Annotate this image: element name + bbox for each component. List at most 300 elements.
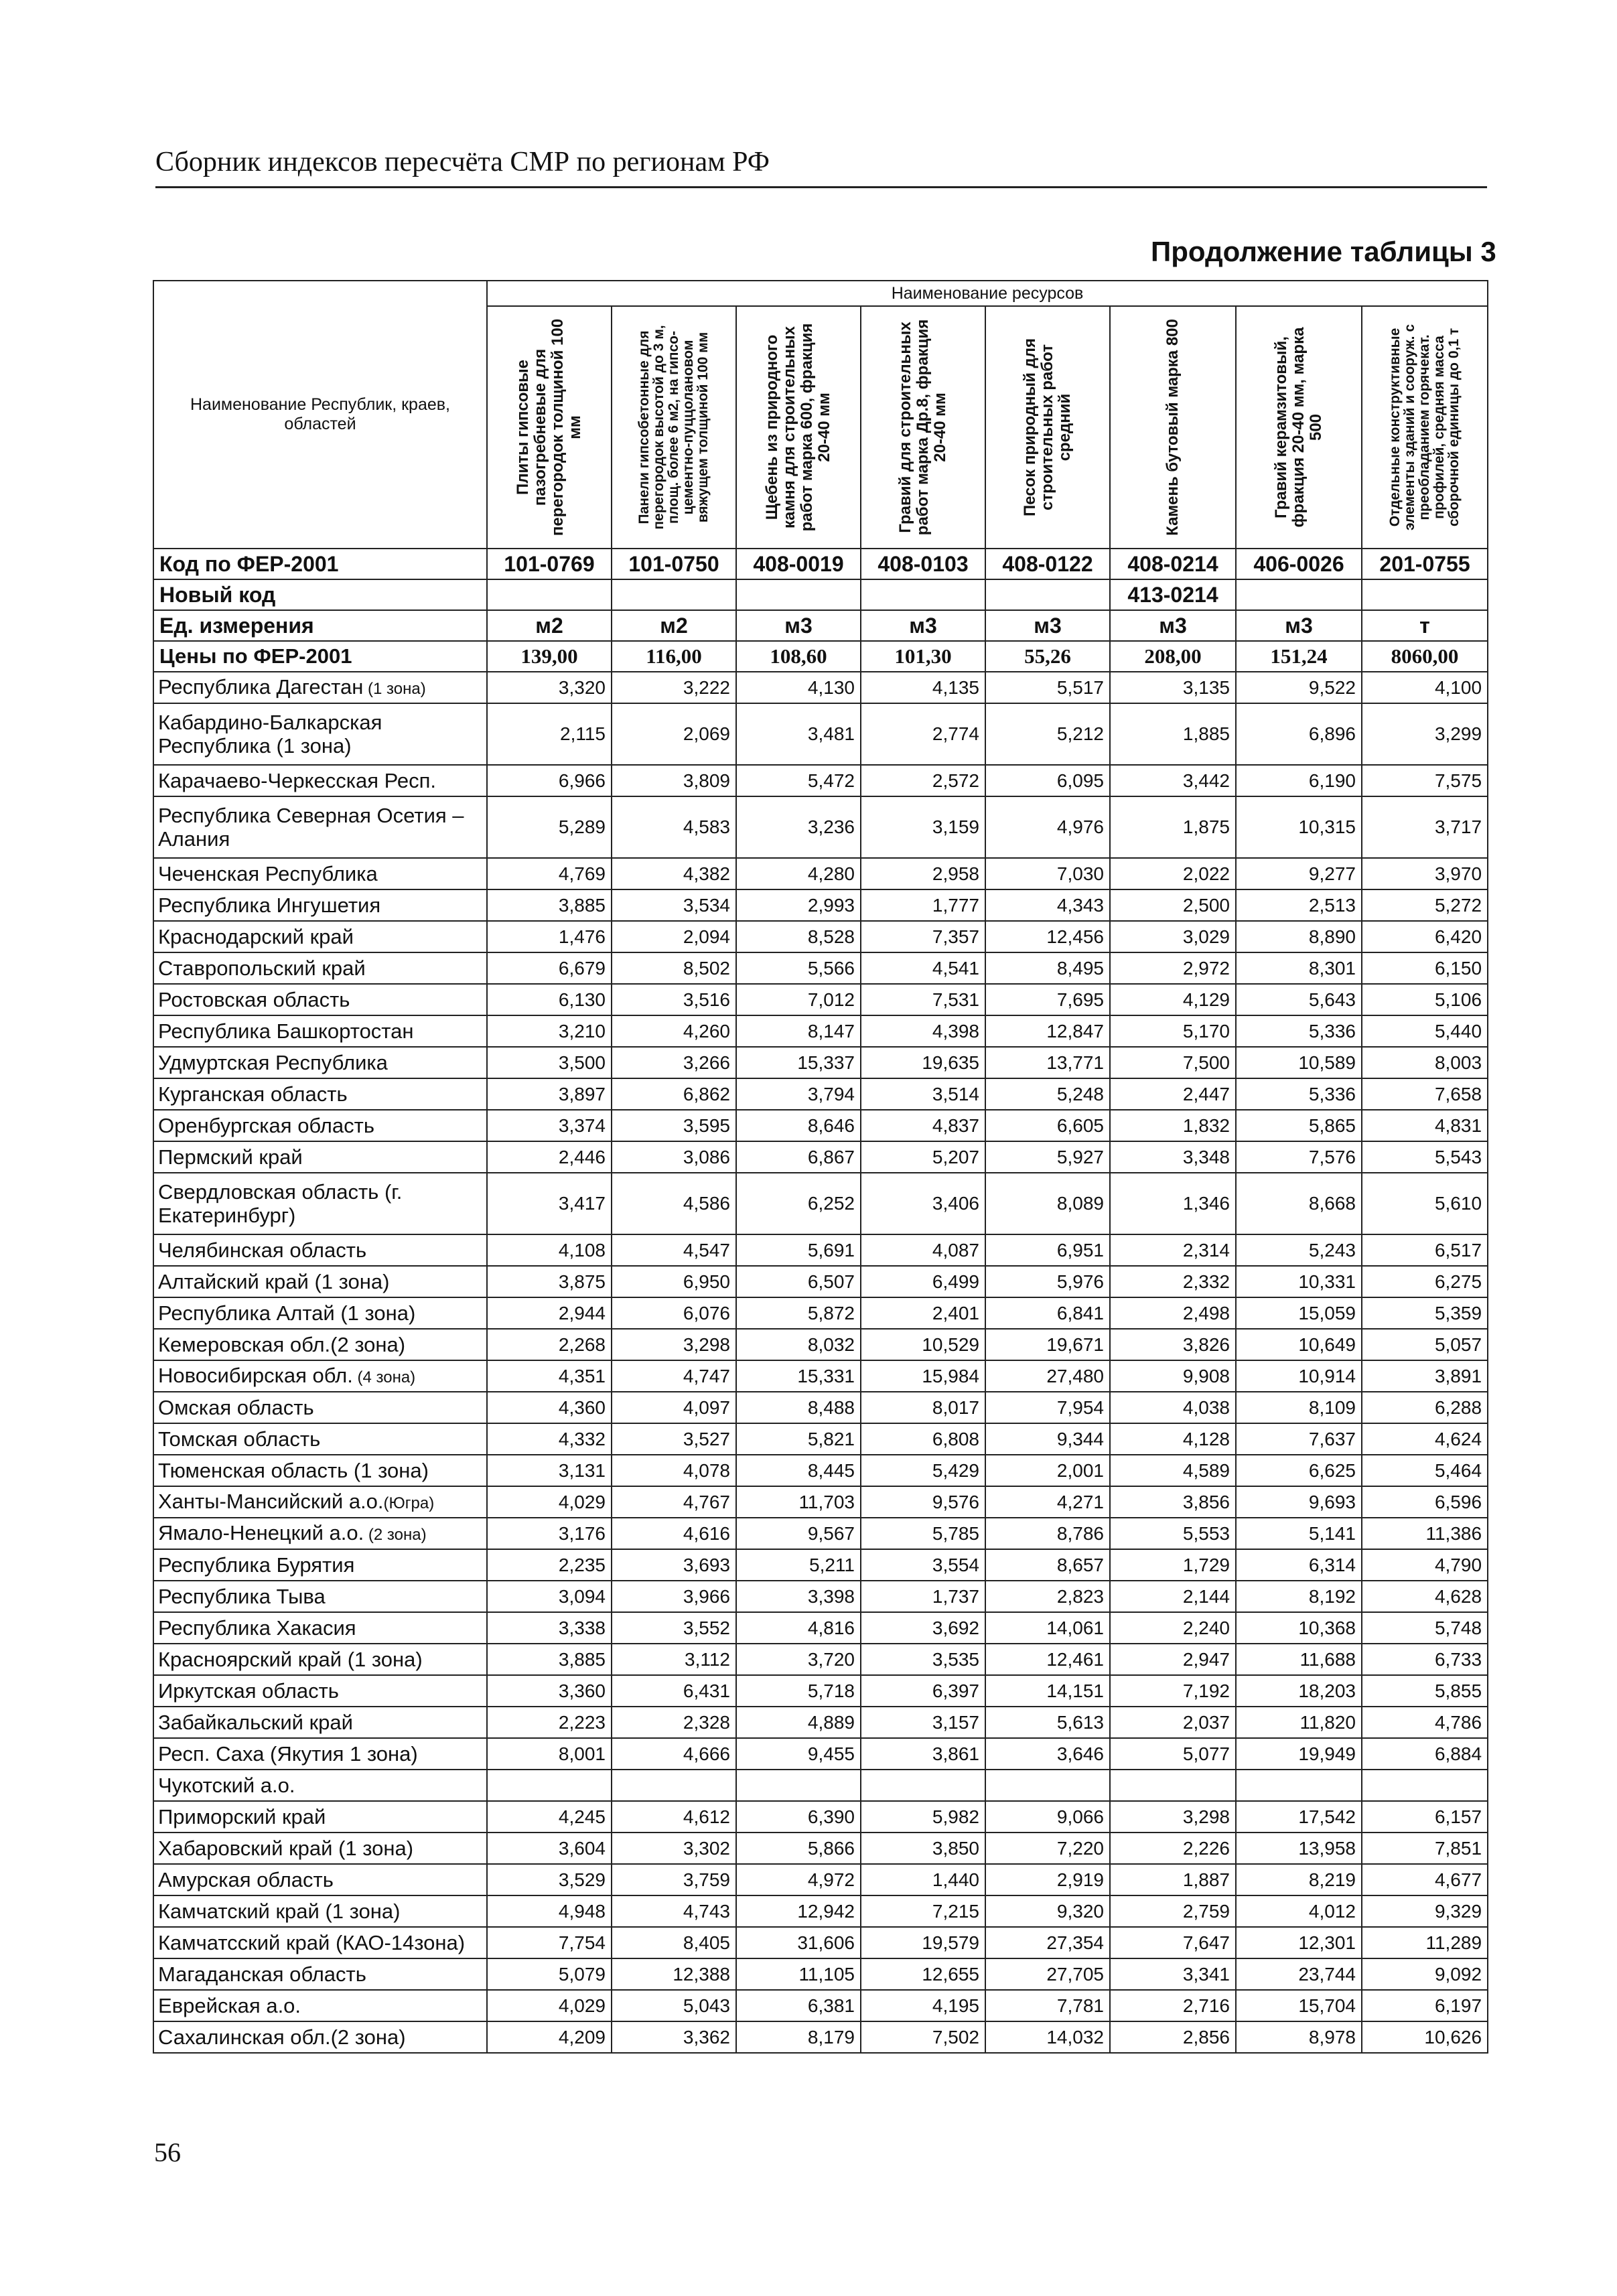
region-name: Пермский край (158, 1145, 303, 1169)
table-row (153, 672, 1488, 703)
region-name-cell (153, 1770, 487, 1801)
table-row (153, 1078, 1488, 1110)
value-cell: 19,671 (985, 1329, 1110, 1360)
value-cell: 3,850 (861, 1833, 985, 1864)
value-cell: 8,890 (1236, 921, 1362, 952)
value-cell: 5,566 (736, 952, 861, 984)
value-cell: 3,131 (487, 1455, 612, 1486)
value-cell: 6,150 (1362, 952, 1488, 984)
unit-row (153, 610, 1488, 641)
value-cell: 11,289 (1362, 1927, 1488, 1958)
region-name-suffix: (1 зона) (363, 679, 426, 698)
value-cell: 7,357 (861, 921, 985, 952)
value-cell: 1,887 (1110, 1864, 1236, 1895)
value-cell: 5,872 (736, 1297, 861, 1329)
region-name-cell (153, 765, 487, 796)
value-cell: 5,207 (861, 1141, 985, 1173)
value-cell: 8,147 (736, 1015, 861, 1047)
value-cell: 15,331 (736, 1360, 861, 1392)
unit-cell: м3 (736, 610, 861, 641)
value-cell: 2,332 (1110, 1266, 1236, 1297)
value-cell: 6,130 (487, 984, 612, 1015)
value-cell: 9,567 (736, 1518, 861, 1549)
region-name-cell (153, 1990, 487, 2021)
value-cell: 1,777 (861, 889, 985, 921)
value-cell: 7,695 (985, 984, 1110, 1015)
value-cell: 5,272 (1362, 889, 1488, 921)
value-cell: 2,226 (1110, 1833, 1236, 1864)
value-cell: 13,958 (1236, 1833, 1362, 1864)
value-cell: 4,628 (1362, 1581, 1488, 1612)
value-cell: 8,017 (861, 1392, 985, 1423)
code-cell: 408-0019 (736, 549, 861, 579)
value-cell: 10,331 (1236, 1266, 1362, 1297)
value-cell: 1,729 (1110, 1549, 1236, 1581)
value-cell: 15,984 (861, 1360, 985, 1392)
value-cell: 6,507 (736, 1266, 861, 1297)
value-cell: 1,737 (861, 1581, 985, 1612)
table-row (153, 1770, 1488, 1801)
value-cell: 2,513 (1236, 889, 1362, 921)
value-cell: 5,359 (1362, 1297, 1488, 1329)
table-row (153, 921, 1488, 952)
value-cell: 7,575 (1362, 765, 1488, 796)
value-cell: 15,337 (736, 1047, 861, 1078)
region-name: Сахалинская обл.(2 зона) (158, 2025, 406, 2049)
value-cell: 4,816 (736, 1612, 861, 1644)
table-row (153, 796, 1488, 858)
value-cell: 1,885 (1110, 703, 1236, 765)
value-cell: 7,576 (1236, 1141, 1362, 1173)
code-cell: 201-0755 (1362, 549, 1488, 579)
value-cell: 2,972 (1110, 952, 1236, 984)
value-cell: 12,388 (612, 1958, 736, 1990)
value-cell (985, 1770, 1110, 1801)
value-cell: 4,360 (487, 1392, 612, 1423)
value-cell: 4,541 (861, 952, 985, 984)
value-cell: 3,809 (612, 765, 736, 796)
value-cell: 23,744 (1236, 1958, 1362, 1990)
region-name: Амурская область (158, 1868, 334, 1891)
value-cell: 3,891 (1362, 1360, 1488, 1392)
value-cell: 3,717 (1362, 796, 1488, 858)
region-name-cell (153, 1581, 487, 1612)
table-continuation-title: Продолжение таблицы 3 (1151, 236, 1496, 267)
value-cell: 3,481 (736, 703, 861, 765)
value-cell: 2,001 (985, 1455, 1110, 1486)
region-name: Алтайский край (1 зона) (158, 1270, 390, 1293)
value-cell: 3,320 (487, 672, 612, 703)
value-cell: 1,875 (1110, 796, 1236, 858)
value-cell: 3,595 (612, 1110, 736, 1141)
new-code-label: Новый код (153, 579, 487, 610)
value-cell: 5,289 (487, 796, 612, 858)
value-cell: 2,328 (612, 1707, 736, 1738)
value-cell: 5,613 (985, 1707, 1110, 1738)
region-name: Ямало-Ненецкий а.о. (158, 1520, 364, 1545)
value-cell: 4,616 (612, 1518, 736, 1549)
value-cell: 7,531 (861, 984, 985, 1015)
value-cell: 5,079 (487, 1958, 612, 1990)
region-name-suffix: (2 зона) (364, 1525, 427, 1544)
table-row (153, 1141, 1488, 1173)
value-cell: 6,884 (1362, 1738, 1488, 1770)
new-code-cell (736, 579, 861, 610)
value-cell: 9,066 (985, 1801, 1110, 1833)
region-name: Ханты-Мансийский а.о. (158, 1489, 384, 1513)
value-cell: 4,831 (1362, 1110, 1488, 1141)
value-cell: 4,087 (861, 1234, 985, 1266)
region-name-cell (153, 1015, 487, 1047)
value-cell: 4,209 (487, 2021, 612, 2053)
region-name-cell (153, 889, 487, 921)
value-cell: 2,572 (861, 765, 985, 796)
value-cell: 5,336 (1236, 1078, 1362, 1110)
unit-cell: м3 (861, 610, 985, 641)
value-cell: 12,655 (861, 1958, 985, 1990)
code-row (153, 549, 1488, 579)
region-name: Хабаровский край (1 зона) (158, 1837, 414, 1860)
region-name: Челябинская область (158, 1238, 367, 1262)
unit-cell: т (1362, 610, 1488, 641)
value-cell: 2,498 (1110, 1297, 1236, 1329)
value-cell: 17,542 (1236, 1801, 1362, 1833)
value-cell: 6,517 (1362, 1234, 1488, 1266)
unit-cell: м2 (487, 610, 612, 641)
value-cell: 3,338 (487, 1612, 612, 1644)
value-cell: 14,061 (985, 1612, 1110, 1644)
region-name-cell (153, 796, 487, 858)
value-cell: 9,455 (736, 1738, 861, 1770)
region-name-cell (153, 1675, 487, 1707)
value-cell: 15,059 (1236, 1297, 1362, 1329)
region-name-cell (153, 1958, 487, 1990)
region-name-cell (153, 1423, 487, 1455)
table-row (153, 1958, 1488, 1990)
page-number: 56 (154, 2137, 181, 2167)
value-cell: 6,862 (612, 1078, 736, 1110)
price-cell: 108,60 (736, 641, 861, 672)
region-name-cell (153, 1141, 487, 1173)
value-cell: 19,949 (1236, 1738, 1362, 1770)
value-cell: 6,951 (985, 1234, 1110, 1266)
value-cell: 8,032 (736, 1329, 861, 1360)
value-cell: 3,516 (612, 984, 736, 1015)
value-cell: 6,252 (736, 1173, 861, 1234)
value-cell: 3,157 (861, 1707, 985, 1738)
value-cell: 2,115 (487, 703, 612, 765)
value-cell: 4,747 (612, 1360, 736, 1392)
value-cell: 3,759 (612, 1864, 736, 1895)
price-cell: 8060,00 (1362, 641, 1488, 672)
table-row (153, 765, 1488, 796)
value-cell: 3,970 (1362, 858, 1488, 889)
value-cell: 27,480 (985, 1360, 1110, 1392)
value-cell: 4,351 (487, 1360, 612, 1392)
region-name: Краснодарский край (158, 925, 354, 948)
region-name: Омская область (158, 1396, 314, 1419)
value-cell: 5,141 (1236, 1518, 1362, 1549)
value-cell: 4,589 (1110, 1455, 1236, 1486)
value-cell: 4,135 (861, 672, 985, 703)
value-cell (861, 1770, 985, 1801)
value-cell: 5,866 (736, 1833, 861, 1864)
value-cell: 4,837 (861, 1110, 985, 1141)
value-cell: 4,280 (736, 858, 861, 889)
value-cell: 8,219 (1236, 1864, 1362, 1895)
value-cell: 12,456 (985, 921, 1110, 952)
value-cell: 6,596 (1362, 1486, 1488, 1518)
value-cell: 15,704 (1236, 1990, 1362, 2021)
region-name-cell (153, 1833, 487, 1864)
code-cell: 408-0122 (985, 549, 1110, 579)
value-cell: 3,534 (612, 889, 736, 921)
region-name-suffix: (Югра) (383, 1494, 435, 1512)
region-name-cell (153, 1801, 487, 1833)
region-name: Республика Северная Осетия – Алания (158, 804, 464, 851)
value-cell: 4,972 (736, 1864, 861, 1895)
region-name-cell (153, 1266, 487, 1297)
price-cell: 116,00 (612, 641, 736, 672)
value-cell: 4,666 (612, 1738, 736, 1770)
value-cell: 3,406 (861, 1173, 985, 1234)
value-cell: 12,461 (985, 1644, 1110, 1675)
region-name: Республика Бурятия (158, 1553, 355, 1577)
price-row (153, 641, 1488, 672)
value-cell: 19,579 (861, 1927, 985, 1958)
region-name: Томская область (158, 1427, 321, 1451)
region-name: Карачаево-Черкесская Респ. (158, 769, 437, 792)
value-cell: 4,677 (1362, 1864, 1488, 1895)
value-cell: 5,718 (736, 1675, 861, 1707)
value-cell: 6,275 (1362, 1266, 1488, 1297)
region-name: Чукотский а.о. (158, 1774, 295, 1797)
table-row (153, 1455, 1488, 1486)
table-row (153, 1110, 1488, 1141)
region-name: Иркутская область (158, 1679, 339, 1703)
region-name: Удмуртская Республика (158, 1051, 388, 1074)
region-name: Приморский край (158, 1805, 326, 1828)
value-cell: 3,029 (1110, 921, 1236, 952)
value-cell: 6,896 (1236, 703, 1362, 765)
value-cell: 2,094 (612, 921, 736, 952)
value-cell: 8,109 (1236, 1392, 1362, 1423)
value-cell: 7,851 (1362, 1833, 1488, 1864)
value-cell: 9,693 (1236, 1486, 1362, 1518)
region-name: Свердловская область (г. Екатеринбург) (158, 1180, 403, 1227)
value-cell: 5,077 (1110, 1738, 1236, 1770)
table-row (153, 1360, 1488, 1392)
page-header-title: Сборник индексов пересчёта СМР по регионам РФ (155, 147, 770, 177)
value-cell: 4,108 (487, 1234, 612, 1266)
region-name-cell (153, 921, 487, 952)
value-cell: 4,271 (985, 1486, 1110, 1518)
region-name-cell (153, 1927, 487, 1958)
value-cell: 3,554 (861, 1549, 985, 1581)
value-cell (1110, 1770, 1236, 1801)
value-cell: 3,112 (612, 1644, 736, 1675)
value-cell: 8,405 (612, 1927, 736, 1958)
new-code-cell (861, 579, 985, 610)
table-row (153, 2021, 1488, 2053)
value-cell: 8,001 (487, 1738, 612, 1770)
value-cell: 7,754 (487, 1927, 612, 1958)
value-cell: 8,192 (1236, 1581, 1362, 1612)
value-cell: 2,223 (487, 1707, 612, 1738)
column-header: Плиты гипсовые пазогребневые для перегородок толщиной 100 мм (487, 306, 612, 549)
value-cell: 6,314 (1236, 1549, 1362, 1581)
value-cell: 2,446 (487, 1141, 612, 1173)
value-cell: 5,785 (861, 1518, 985, 1549)
value-cell: 7,502 (861, 2021, 985, 2053)
value-cell: 6,381 (736, 1990, 861, 2021)
value-cell: 10,649 (1236, 1329, 1362, 1360)
region-name: Ростовская область (158, 988, 350, 1011)
value-cell: 4,790 (1362, 1549, 1488, 1581)
value-cell: 3,720 (736, 1644, 861, 1675)
value-cell: 5,212 (985, 703, 1110, 765)
value-cell: 5,927 (985, 1141, 1110, 1173)
value-cell (1236, 1770, 1362, 1801)
region-name: Курганская область (158, 1082, 348, 1106)
value-cell (612, 1770, 736, 1801)
value-cell: 5,464 (1362, 1455, 1488, 1486)
table-row (153, 1173, 1488, 1234)
value-cell: 4,547 (612, 1234, 736, 1266)
table-row (153, 1707, 1488, 1738)
value-cell: 5,517 (985, 672, 1110, 703)
new-code-cell (612, 579, 736, 610)
value-cell: 3,875 (487, 1266, 612, 1297)
region-name: Республика Дагестан (158, 674, 364, 699)
column-header: Щебень из природного камня для строительных работ марка 600, фракция 20-40 мм (736, 306, 861, 549)
value-cell: 6,190 (1236, 765, 1362, 796)
value-cell: 6,841 (985, 1297, 1110, 1329)
value-cell: 3,222 (612, 672, 736, 703)
price-cell: 208,00 (1110, 641, 1236, 672)
region-column-header: Наименование Республик, краев, областей (153, 281, 487, 549)
value-cell: 3,348 (1110, 1141, 1236, 1173)
region-name-cell (153, 1047, 487, 1078)
value-cell: 3,966 (612, 1581, 736, 1612)
column-header: Камень бутовый марка 800 (1110, 306, 1236, 549)
value-cell: 9,522 (1236, 672, 1362, 703)
table-row (153, 703, 1488, 765)
value-cell: 8,445 (736, 1455, 861, 1486)
new-code-cell (487, 579, 612, 610)
value-cell: 3,897 (487, 1078, 612, 1110)
value-cell: 2,235 (487, 1549, 612, 1581)
value-cell: 6,950 (612, 1266, 736, 1297)
column-header: Гравий для строительных работ марка Др.8, фракция 20-40 мм (861, 306, 985, 549)
value-cell: 18,203 (1236, 1675, 1362, 1707)
value-cell: 2,069 (612, 703, 736, 765)
value-cell: 3,360 (487, 1675, 612, 1707)
region-name-cell (153, 984, 487, 1015)
value-cell: 6,157 (1362, 1801, 1488, 1833)
region-name-cell (153, 1707, 487, 1738)
table-row (153, 1990, 1488, 2021)
table-row (153, 1738, 1488, 1770)
value-cell: 2,401 (861, 1297, 985, 1329)
region-name-cell (153, 1329, 487, 1360)
value-cell: 9,320 (985, 1895, 1110, 1927)
column-header: Песок природный для строительных работ средний (985, 306, 1110, 549)
table-row (153, 1864, 1488, 1895)
price-cell: 55,26 (985, 641, 1110, 672)
value-cell: 7,954 (985, 1392, 1110, 1423)
value-cell: 6,605 (985, 1110, 1110, 1141)
value-cell: 4,586 (612, 1173, 736, 1234)
region-name-cell (153, 2021, 487, 2053)
column-header: Панели гипсобетонные для перегородок высотой до 3 м, площ. более 6 м2, на гипсо-цементно-пуццолановом вяжущем толщиной 100 мм (612, 306, 736, 549)
value-cell: 7,637 (1236, 1423, 1362, 1455)
region-name: Чеченская Республика (158, 862, 378, 885)
value-cell: 8,003 (1362, 1047, 1488, 1078)
region-name: Республика Алтай (1 зона) (158, 1301, 416, 1325)
table-row (153, 1833, 1488, 1864)
new-code-row (153, 579, 1488, 610)
value-cell: 3,529 (487, 1864, 612, 1895)
value-cell: 2,037 (1110, 1707, 1236, 1738)
value-cell: 4,195 (861, 1990, 985, 2021)
value-cell: 12,942 (736, 1895, 861, 1927)
region-name: Красноярский край (1 зона) (158, 1648, 423, 1671)
value-cell: 8,502 (612, 952, 736, 984)
value-cell: 3,176 (487, 1518, 612, 1549)
value-cell: 8,668 (1236, 1173, 1362, 1234)
value-cell: 5,243 (1236, 1234, 1362, 1266)
value-cell: 5,553 (1110, 1518, 1236, 1549)
value-cell: 3,514 (861, 1078, 985, 1110)
value-cell: 3,266 (612, 1047, 736, 1078)
value-cell: 3,298 (612, 1329, 736, 1360)
value-cell: 6,397 (861, 1675, 985, 1707)
region-name-cell (153, 1234, 487, 1266)
table-row (153, 952, 1488, 984)
table-row (153, 1047, 1488, 1078)
value-cell: 2,958 (861, 858, 985, 889)
value-cell: 8,786 (985, 1518, 1110, 1549)
value-cell: 13,771 (985, 1047, 1110, 1078)
value-cell: 6,625 (1236, 1455, 1362, 1486)
value-cell: 2,716 (1110, 1990, 1236, 2021)
region-name-cell (153, 703, 487, 765)
value-cell: 3,086 (612, 1141, 736, 1173)
value-cell: 7,220 (985, 1833, 1110, 1864)
value-cell: 5,748 (1362, 1612, 1488, 1644)
value-cell: 2,447 (1110, 1078, 1236, 1110)
value-cell: 4,624 (1362, 1423, 1488, 1455)
value-cell: 4,332 (487, 1423, 612, 1455)
value-cell: 4,029 (487, 1990, 612, 2021)
value-cell: 3,442 (1110, 765, 1236, 796)
region-name: Республика Ингушетия (158, 893, 381, 917)
price-cell: 151,24 (1236, 641, 1362, 672)
value-cell: 3,298 (1110, 1801, 1236, 1833)
new-code-cell (985, 579, 1110, 610)
value-cell: 2,314 (1110, 1234, 1236, 1266)
value-cell: 7,030 (985, 858, 1110, 889)
value-cell: 7,781 (985, 1990, 1110, 2021)
value-cell: 1,476 (487, 921, 612, 952)
region-name-cell (153, 1895, 487, 1927)
value-cell: 6,431 (612, 1675, 736, 1707)
value-cell: 4,128 (1110, 1423, 1236, 1455)
region-name-cell (153, 1864, 487, 1895)
value-cell: 31,606 (736, 1927, 861, 1958)
table-row (153, 1581, 1488, 1612)
